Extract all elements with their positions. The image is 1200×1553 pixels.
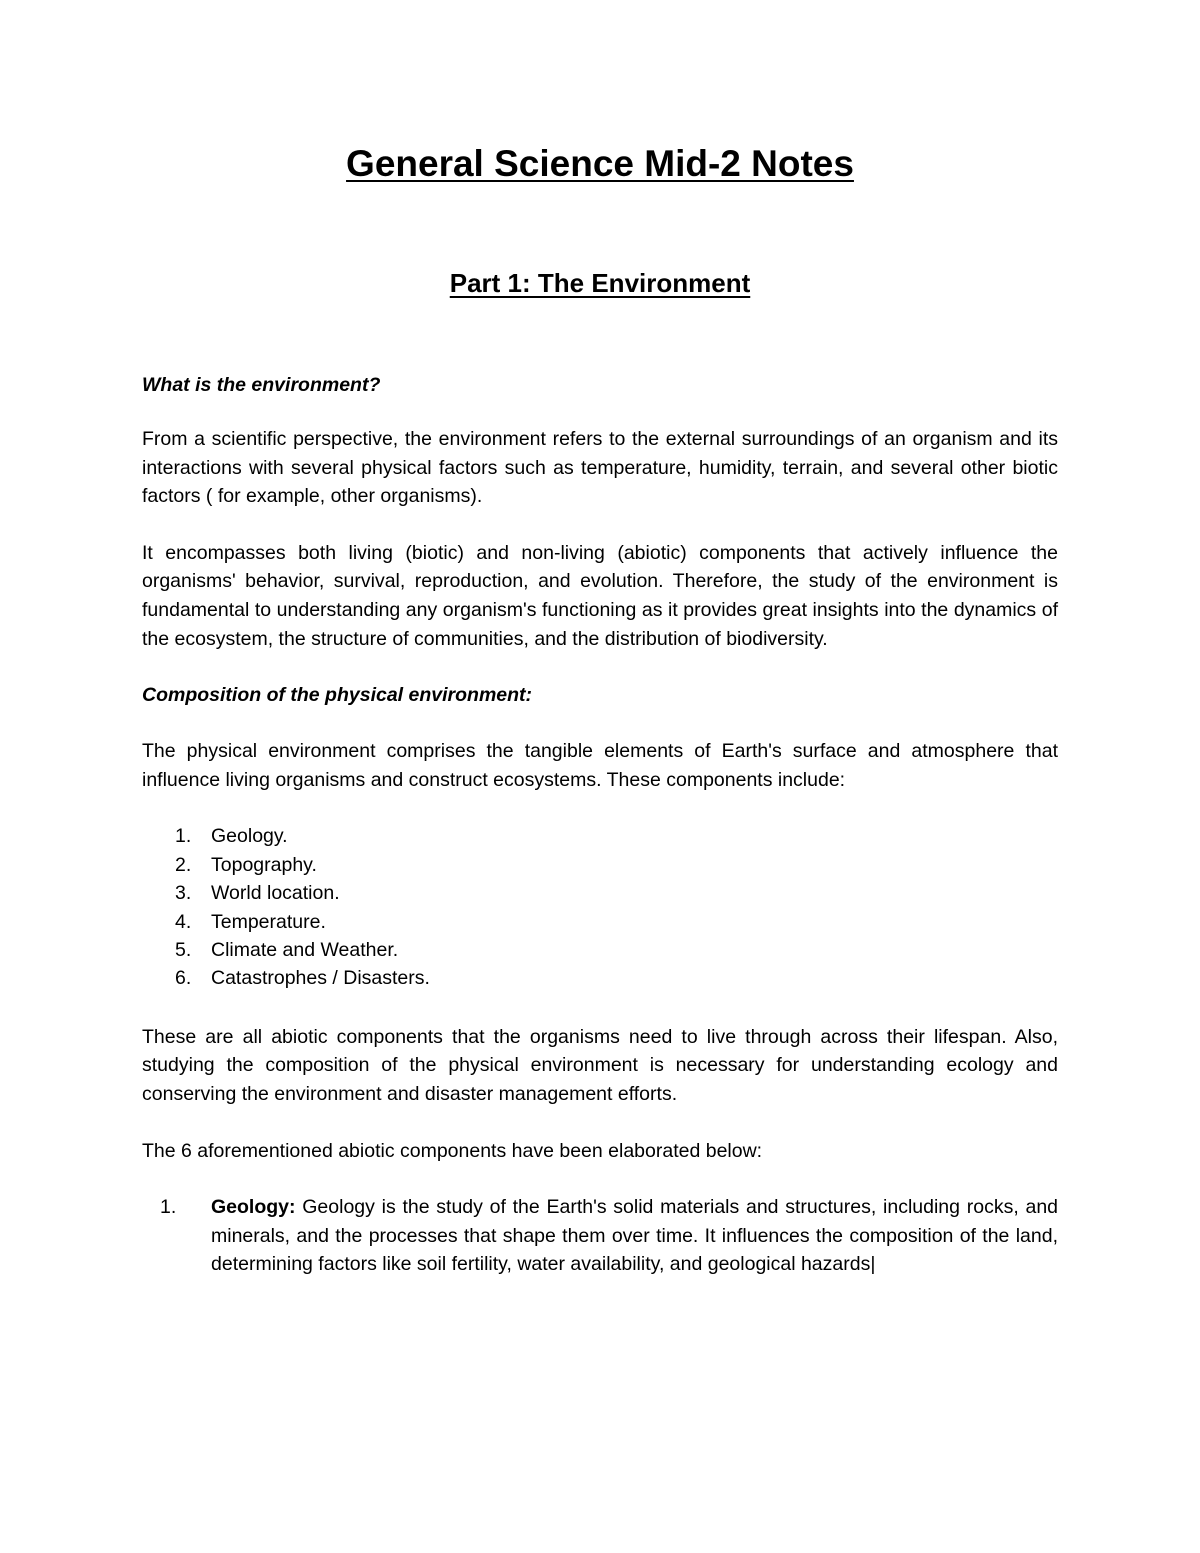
list-item-label: World location.	[211, 882, 340, 905]
list-item-number: 2.	[175, 853, 192, 876]
details-list	[142, 1193, 1058, 1279]
paragraph-abiotic-summary: These are all abiotic components that the organisms need to live through across their lifespan. Also, studying the composition of the physical environment is necessary for understanding ecology and conserving the environment and disaster management efforts.	[142, 1025, 1058, 1105]
list-item-label: Geology.	[211, 825, 288, 848]
document-content	[142, 140, 1058, 1279]
list-item-label: Catastrophes / Disasters.	[211, 967, 430, 990]
heading-composition: Composition of the physical environment:	[142, 684, 533, 707]
list-item	[142, 851, 1058, 879]
list-item	[142, 936, 1058, 964]
part-title: Part 1: The Environment	[449, 268, 751, 298]
list-item-number: 1.	[175, 825, 192, 848]
list-item	[142, 822, 1058, 850]
heading-what-is-environment: What is the environment?	[142, 374, 381, 396]
list-item	[142, 964, 1058, 992]
list-item	[142, 908, 1058, 936]
list-item-number: 1.	[160, 1196, 177, 1219]
detail-term: Geology:	[211, 1196, 296, 1219]
list-item-label: Climate and Weather.	[211, 938, 399, 961]
list-item-number: 4.	[175, 910, 192, 933]
paragraph-environment-components: It encompasses both living (biotic) and non-living (abiotic) components that actively influence the organisms' behavior, survival, reproduction, and evolution. Therefore, the study of the environment is fundamental to understanding any organism's functioning as it provides great insights into the dynamics of the ecosystem, the structure of communities, and the distribution of biodiversity.	[142, 541, 1058, 650]
list-item	[142, 879, 1058, 907]
list-item-label: Temperature.	[211, 910, 326, 933]
paragraph-environment-definition: From a scientific perspective, the environment refers to the external surroundings of an organism and its interactions with several physical factors such as temperature, humidity, terrain, and several other biotic factors ( for example, other organisms).	[142, 428, 1058, 508]
paragraph-physical-environment: The physical environment comprises the tangible elements of Earth's surface and atmosphere that influence living organisms and construct ecosystems. These components include:	[142, 740, 1058, 791]
list-item-number: 6.	[175, 967, 192, 990]
list-item-number: 5.	[175, 938, 192, 961]
detail-text: Geology is the study of the Earth's solid materials and structures, including rocks, and minerals, and the processes that shape them over time. It influences the composition of the land, determining factors like soil fertility, water availability, and geological hazards|	[211, 1196, 1059, 1276]
list-item	[142, 1193, 1058, 1279]
document-title: General Science Mid-2 Notes	[346, 143, 854, 184]
list-item-number: 3.	[175, 882, 192, 905]
components-list	[142, 822, 1058, 992]
paragraph-elaboration-intro: The 6 aforementioned abiotic components have been elaborated below:	[142, 1139, 763, 1162]
list-item-label: Topography.	[211, 853, 317, 876]
